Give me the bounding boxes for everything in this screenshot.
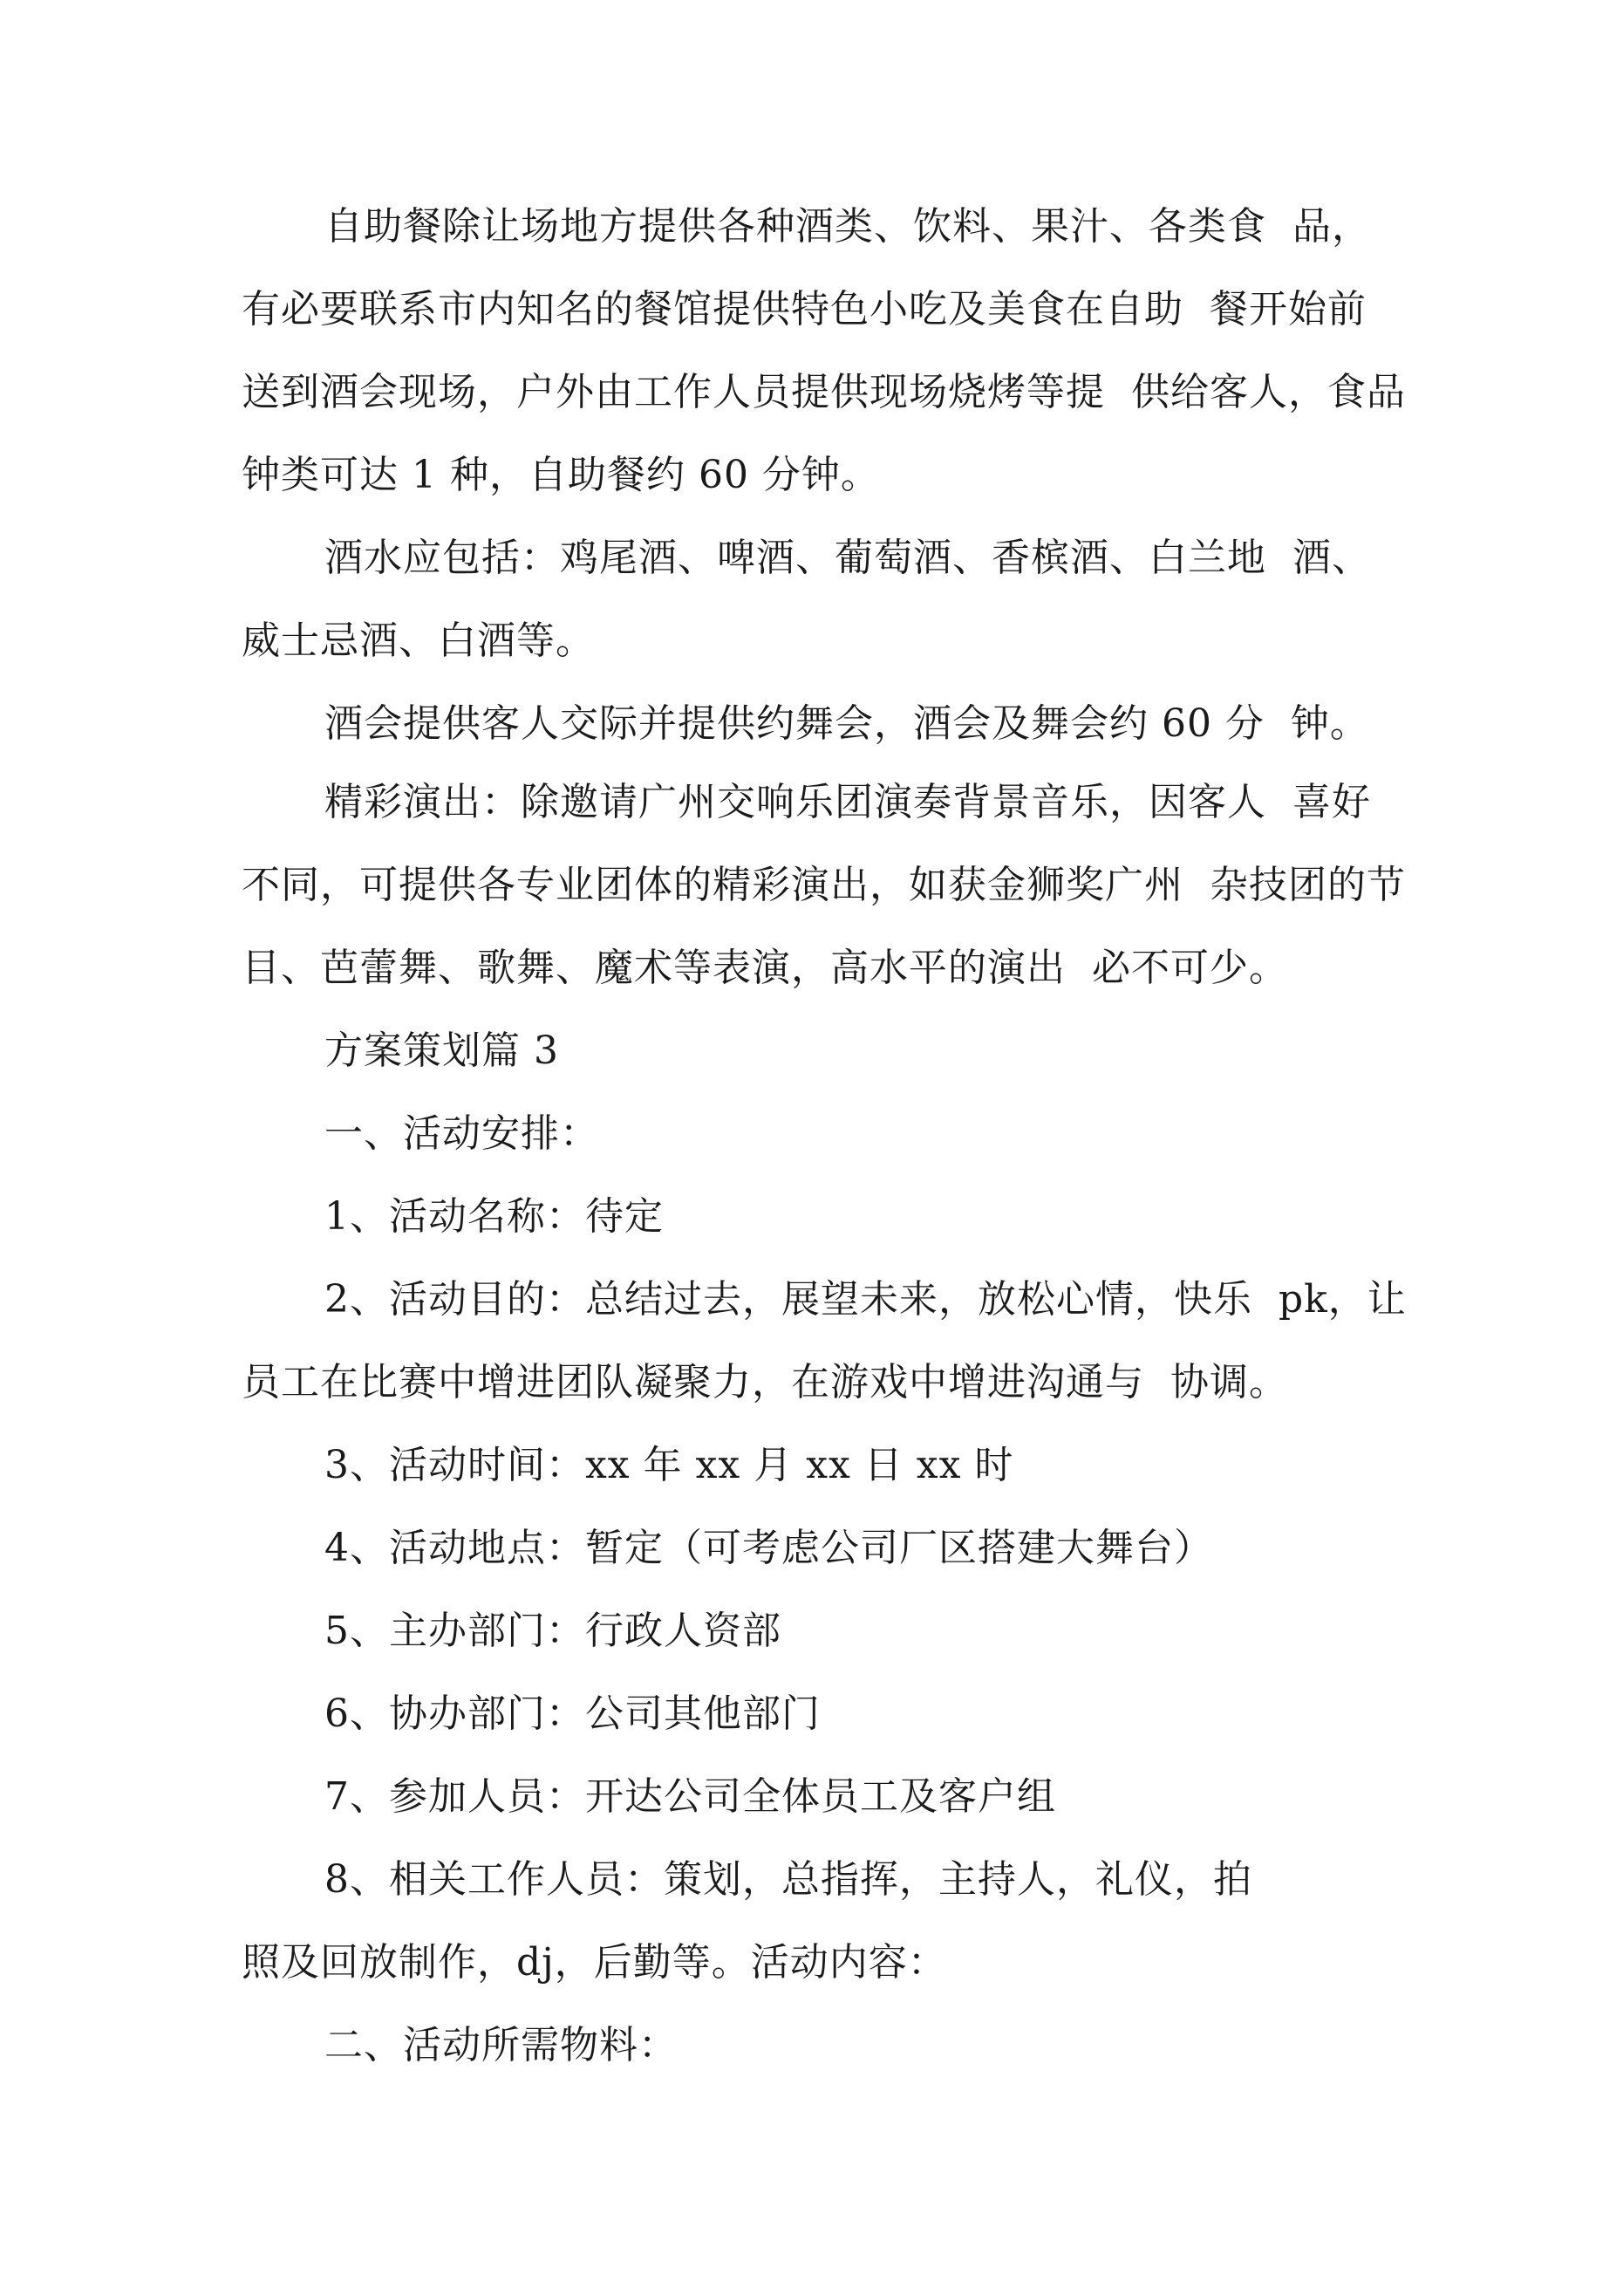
paragraph-line: 自助餐除让场地方提供各种酒类、饮料、果汁、各类食 品， [324,204,1371,249]
list-item: 6、协办部门：公司其他部门 [324,1691,821,1736]
section-heading: 一、活动安排： [324,1111,599,1156]
list-item: 2、活动目的：总结过去，展望未来，放松心情，快乐 pk，让 [324,1277,1407,1322]
list-item: 7、参加人员：开达公司全体员工及客户组 [324,1774,1056,1819]
list-item: 1、活动名称：待定 [324,1194,664,1239]
paragraph-line: 目、芭蕾舞、歌舞、魔术等表演，高水平的演出 必不可少。 [242,946,1288,990]
list-item: 4、活动地点：暂定（可考虑公司厂区搭建大舞台） [324,1526,1213,1570]
section-heading: 方案策划篇 3 [324,1028,559,1073]
paragraph-line: 精彩演出：除邀请广州交响乐团演奏背景音乐，因客人 喜好 [324,780,1371,824]
section-heading: 二、活动所需物料： [324,2023,678,2067]
paragraph-line: 照及回放制作，dj，后勤等。活动内容： [242,1940,947,1985]
list-item: 8、相关工作人员：策划，总指挥，主持人，礼仪，拍 [324,1857,1252,1902]
paragraph-line: 有必要联系市内知名的餐馆提供特色小吃及美食在自助 餐开始前 [242,287,1367,331]
paragraph-line: 酒水应包括：鸡尾酒、啤酒、葡萄酒、香槟酒、白兰地 酒、 [324,536,1371,580]
list-item: 3、活动时间：xx 年 xx 月 xx 日 xx 时 [324,1443,1014,1487]
paragraph-line: 送到酒会现场，户外由工作人员提供现场烧烤等提 供给客人，食品 [242,370,1406,414]
paragraph-line: 威士忌酒、白酒等。 [242,618,595,663]
paragraph-line: 酒会提供客人交际并提供约舞会，酒会及舞会约 60 分 钟。 [324,701,1369,746]
list-item: 5、主办部门：行政人资部 [324,1609,781,1653]
paragraph-line: 员工在比赛中增进团队凝聚力，在游戏中增进沟通与 协调。 [242,1360,1288,1404]
paragraph-line: 钟类可达 1 种，自助餐约 60 分钟。 [242,453,880,497]
paragraph-line: 不同，可提供各专业团体的精彩演出，如获金狮奖广州 杂技团的节 [242,863,1406,907]
